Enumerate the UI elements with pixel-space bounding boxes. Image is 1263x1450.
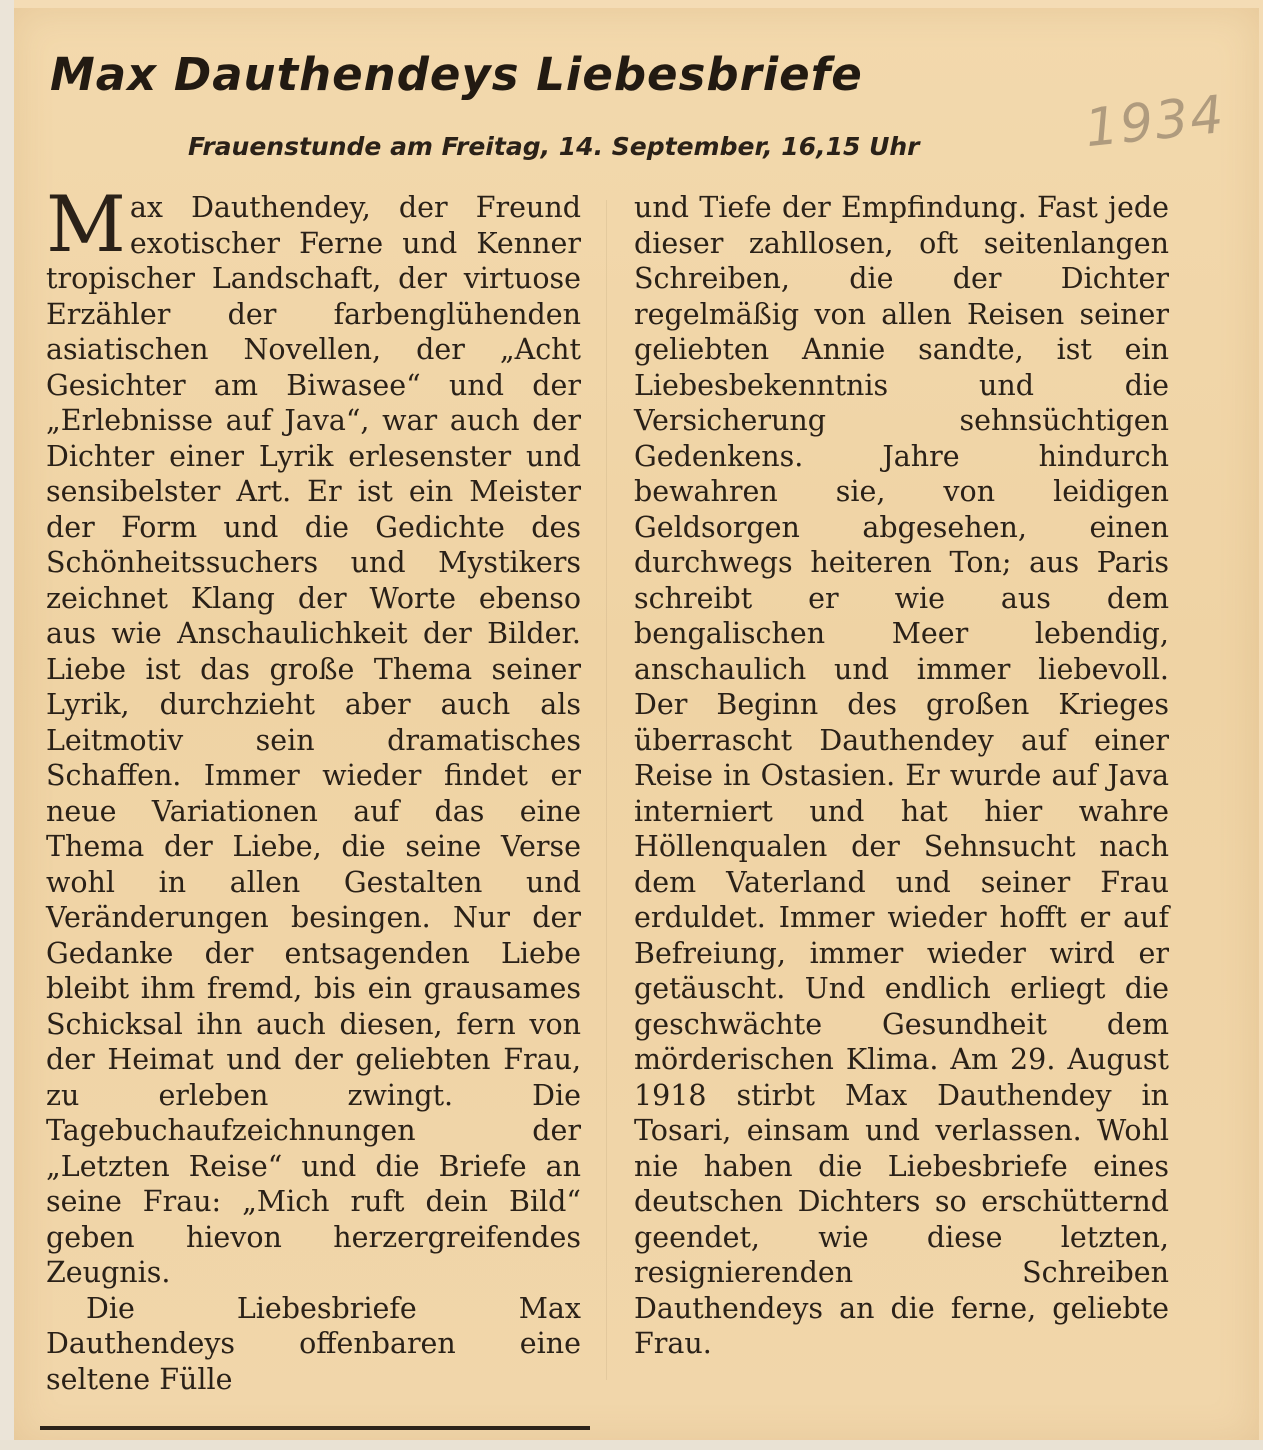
right-column [634,190,1169,1362]
right-paragraph-1: und Tiefe der Empfindung. Fast jede dieser zahllosen, oft seitenlangen Schreiben, die der Dichter regelmäßig von allen Reisen seiner geliebten Annie sandte, ist ein Liebesbekenntnis und die Versicherung sehnsüchtigen Gedenkens. Jahre hindurch bewahren sie, von leidigen Geldsorgen abgesehen, einen durchwegs heiteren Ton; aus Paris schreibt er wie aus dem bengalischen Meer lebendig, anschaulich und immer liebevoll. Der Beginn des großen Krieges überrascht Dauthendey auf einer Reise in Ostasien. Er wurde auf Java interniert und hat hier wahre Höllenqualen der Sehnsucht nach dem Vaterland und seiner Frau erduldet. Immer wieder hofft er auf Befreiung, immer wieder wird er getäuscht. Und endlich erliegt die geschwächte Gesundheit dem mörderischen Klima. Am 29. August 1918 stirbt Max Dauthendey in Tosari, einsam und verlassen. Wohl nie haben die Liebesbriefe eines deutschen Dichters so erschütternd geendet, wie diese letzten, resignierenden Schreiben Dauthendeys an die ferne, geliebte Frau. [634,191,1169,1360]
bottom-rule [40,1426,590,1430]
scan-margin-bottom [0,1440,1263,1450]
left-paragraph-2: Die Liebesbriefe Max Dauthendeys offenbaren eine seltene Fülle [46,1291,581,1396]
column-divider [606,200,607,1380]
article-subtitle: Frauenstunde am Freitag, 14. September, 16,15 Uhr [188,132,920,161]
scan-margin-left [0,0,14,1450]
handwritten-year-note: 1934 [1082,84,1229,160]
article-headline: Max Dauthendeys Liebesbriefe [50,48,863,101]
left-column [46,180,581,1397]
left-paragraph-1: Max Dauthendey, der Freund exotischer Ferne und Kenner tropischer Landschaft, der virtuose Erzähler der farbenglühenden asiatischen Novellen, der „Acht Gesichter am Biwasee“ und der „Erlebnisse auf Java“, war auch der Dichter einer Lyrik erlesenster und sensibelster Art. Er ist ein Meister der Form und die Gedichte des Schönheitssuchers und Mystikers zeichnet Klang der Worte ebenso aus wie Anschaulichkeit der Bilder. Liebe ist das große Thema seiner Lyrik, durchzieht aber auch als Leitmotiv sein dramatisches Schaffen. Immer wieder findet er neue Variationen auf das eine Thema der Liebe, die seine Verse wohl in allen Gestalten und Veränderungen besingen. Nur der Gedanke der entsagenden Liebe bleibt ihm fremd, bis ein grausames Schicksal ihn auch diesen, fern von der Heimat und der geliebten Frau, zu erleben zwingt. Die Tagebuchaufzeichnungen der „Letzten Reise“ und die Briefe an seine Frau: „Mich ruft dein Bild“ geben hievon herzergreifendes Zeugnis. [46,180,581,1289]
